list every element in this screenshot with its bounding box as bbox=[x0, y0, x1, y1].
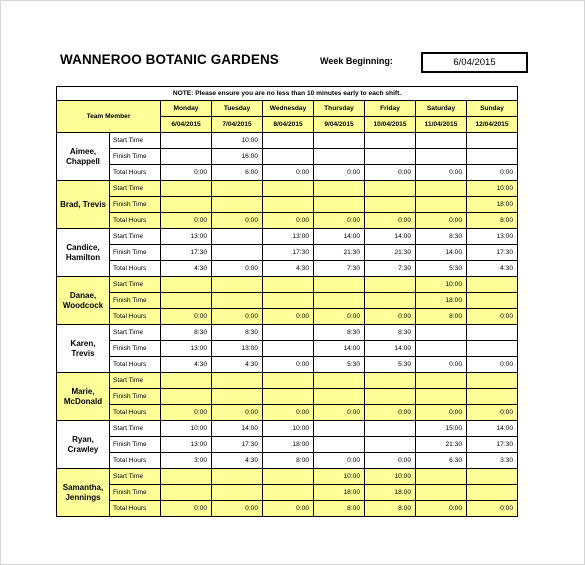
total-hours-cell: 5:30 bbox=[365, 357, 416, 373]
finish-time-cell[interactable]: 18:00 bbox=[416, 293, 467, 309]
row-label: Total Hours bbox=[110, 405, 161, 421]
start-time-cell[interactable]: 13:00 bbox=[263, 229, 314, 245]
member-row bbox=[57, 341, 518, 357]
total-hours-cell: 0:00 bbox=[161, 309, 212, 325]
start-time-cell[interactable] bbox=[365, 421, 416, 437]
row-label: Total Hours bbox=[110, 501, 161, 517]
member-row bbox=[57, 229, 518, 245]
total-hours-cell: 0:00 bbox=[416, 165, 467, 181]
member-row bbox=[57, 501, 518, 517]
member-name: Ryan, Crawley bbox=[57, 421, 110, 469]
total-hours-cell: 3:00 bbox=[161, 453, 212, 469]
finish-time-cell[interactable]: 14:00 bbox=[365, 341, 416, 357]
start-time-cell[interactable]: 10:00 bbox=[161, 421, 212, 437]
start-time-cell[interactable]: 10:00 bbox=[365, 469, 416, 485]
member-name: Brad, Trevis bbox=[57, 181, 110, 229]
shift-note: NOTE: Please ensure you are no less than 10 minutes early to each shift. bbox=[57, 87, 518, 101]
start-time-cell[interactable] bbox=[416, 373, 467, 389]
start-time-cell[interactable]: 13:00 bbox=[467, 229, 518, 245]
total-hours-cell: 0:00 bbox=[365, 405, 416, 421]
roster-table bbox=[56, 86, 518, 517]
finish-time-cell[interactable]: 17:30 bbox=[467, 437, 518, 453]
member-row bbox=[57, 373, 518, 389]
start-time-cell[interactable] bbox=[314, 277, 365, 293]
date-header: 9/04/2015 bbox=[314, 117, 365, 133]
start-time-cell[interactable] bbox=[416, 133, 467, 149]
total-hours-cell: 0:00 bbox=[263, 357, 314, 373]
member-row bbox=[57, 453, 518, 469]
start-time-cell[interactable] bbox=[263, 277, 314, 293]
member-name: Candice, Hamilton bbox=[57, 229, 110, 277]
row-label: Finish Time bbox=[110, 341, 161, 357]
total-hours-cell: 0:00 bbox=[467, 309, 518, 325]
total-hours-cell: 4:30 bbox=[212, 357, 263, 373]
date-header: 10/04/2015 bbox=[365, 117, 416, 133]
finish-time-cell[interactable]: 18:00 bbox=[365, 485, 416, 501]
finish-time-cell[interactable]: 21:30 bbox=[416, 437, 467, 453]
member-row bbox=[57, 309, 518, 325]
total-hours-cell: 0:00 bbox=[161, 213, 212, 229]
start-time-cell[interactable] bbox=[467, 133, 518, 149]
start-time-cell[interactable] bbox=[212, 277, 263, 293]
start-time-cell[interactable] bbox=[212, 229, 263, 245]
row-label: Total Hours bbox=[110, 357, 161, 373]
total-hours-cell: 4:30 bbox=[212, 453, 263, 469]
finish-time-cell[interactable] bbox=[161, 389, 212, 405]
day-header: Sunday bbox=[467, 101, 518, 117]
total-hours-cell: 0:00 bbox=[467, 405, 518, 421]
finish-time-cell[interactable] bbox=[314, 389, 365, 405]
finish-time-cell[interactable] bbox=[212, 293, 263, 309]
total-hours-cell: 0:00 bbox=[161, 501, 212, 517]
day-header: Thursday bbox=[314, 101, 365, 117]
start-time-cell[interactable] bbox=[365, 373, 416, 389]
total-hours-cell: 0:00 bbox=[416, 213, 467, 229]
finish-time-cell[interactable]: 18:00 bbox=[314, 485, 365, 501]
start-time-cell[interactable]: 10:00 bbox=[314, 469, 365, 485]
total-hours-cell: 0:00 bbox=[263, 309, 314, 325]
finish-time-cell[interactable] bbox=[467, 485, 518, 501]
member-row bbox=[57, 197, 518, 213]
finish-time-cell[interactable]: 14:00 bbox=[416, 245, 467, 261]
finish-time-cell[interactable]: 17:30 bbox=[263, 245, 314, 261]
total-hours-cell: 6:00 bbox=[212, 165, 263, 181]
start-time-cell[interactable]: 14:00 bbox=[365, 229, 416, 245]
finish-time-cell[interactable] bbox=[161, 293, 212, 309]
start-time-cell[interactable] bbox=[314, 421, 365, 437]
member-row bbox=[57, 293, 518, 309]
start-time-cell[interactable]: 14:00 bbox=[467, 421, 518, 437]
total-hours-cell: 4:30 bbox=[263, 261, 314, 277]
finish-time-cell[interactable] bbox=[212, 389, 263, 405]
total-hours-cell: 4:30 bbox=[161, 357, 212, 373]
start-time-cell[interactable]: 14:00 bbox=[212, 421, 263, 437]
finish-time-cell[interactable] bbox=[467, 389, 518, 405]
member-row bbox=[57, 213, 518, 229]
start-time-cell[interactable] bbox=[467, 277, 518, 293]
finish-time-cell[interactable]: 13:00 bbox=[161, 341, 212, 357]
start-time-cell[interactable] bbox=[161, 469, 212, 485]
start-time-cell[interactable]: 14:00 bbox=[314, 229, 365, 245]
finish-time-cell[interactable] bbox=[161, 149, 212, 165]
total-hours-cell: 0:00 bbox=[212, 213, 263, 229]
total-hours-cell: 0:00 bbox=[467, 501, 518, 517]
total-hours-cell: 0:00 bbox=[263, 405, 314, 421]
row-label: Start Time bbox=[110, 373, 161, 389]
total-hours-cell: 4:30 bbox=[467, 261, 518, 277]
member-row bbox=[57, 421, 518, 437]
start-time-cell[interactable] bbox=[467, 325, 518, 341]
member-name: Samantha, Jennings bbox=[57, 469, 110, 517]
finish-time-cell[interactable] bbox=[365, 293, 416, 309]
row-label: Total Hours bbox=[110, 453, 161, 469]
total-hours-cell: 7:30 bbox=[314, 261, 365, 277]
start-time-cell[interactable]: 8:30 bbox=[212, 325, 263, 341]
start-time-cell[interactable]: 8:30 bbox=[161, 325, 212, 341]
row-label: Total Hours bbox=[110, 213, 161, 229]
total-hours-cell: 0:00 bbox=[212, 309, 263, 325]
member-row bbox=[57, 357, 518, 373]
finish-time-cell[interactable] bbox=[365, 389, 416, 405]
finish-time-cell[interactable]: 16:00 bbox=[212, 149, 263, 165]
start-time-cell[interactable]: 8:30 bbox=[365, 325, 416, 341]
start-time-cell[interactable] bbox=[416, 181, 467, 197]
start-time-cell[interactable] bbox=[416, 469, 467, 485]
total-hours-cell: 0:00 bbox=[365, 309, 416, 325]
day-header: Wednesday bbox=[263, 101, 314, 117]
start-time-cell[interactable] bbox=[365, 133, 416, 149]
finish-time-cell[interactable]: 13:00 bbox=[161, 437, 212, 453]
finish-time-cell[interactable]: 18:00 bbox=[467, 197, 518, 213]
start-time-cell[interactable]: 8:30 bbox=[416, 229, 467, 245]
finish-time-cell[interactable] bbox=[314, 197, 365, 213]
row-label: Start Time bbox=[110, 469, 161, 485]
start-time-cell[interactable] bbox=[314, 133, 365, 149]
member-row bbox=[57, 165, 518, 181]
total-hours-cell: 0:00 bbox=[161, 405, 212, 421]
member-row bbox=[57, 389, 518, 405]
total-hours-cell: 0:00 bbox=[314, 453, 365, 469]
finish-time-cell[interactable] bbox=[212, 485, 263, 501]
start-time-cell[interactable]: 10:00 bbox=[263, 421, 314, 437]
finish-time-cell[interactable]: 13:00 bbox=[212, 341, 263, 357]
total-hours-cell: 7:30 bbox=[365, 261, 416, 277]
row-label: Finish Time bbox=[110, 245, 161, 261]
total-hours-cell: 0:00 bbox=[314, 309, 365, 325]
member-row bbox=[57, 261, 518, 277]
date-header: 6/04/2015 bbox=[161, 117, 212, 133]
start-time-cell[interactable] bbox=[416, 325, 467, 341]
member-row bbox=[57, 485, 518, 501]
row-label: Finish Time bbox=[110, 293, 161, 309]
total-hours-cell: 0:00 bbox=[365, 453, 416, 469]
row-label: Start Time bbox=[110, 229, 161, 245]
row-label: Finish Time bbox=[110, 485, 161, 501]
member-row bbox=[57, 325, 518, 341]
row-label: Start Time bbox=[110, 181, 161, 197]
finish-time-cell[interactable] bbox=[263, 197, 314, 213]
row-label: Total Hours bbox=[110, 165, 161, 181]
start-time-cell[interactable]: 10:00 bbox=[416, 277, 467, 293]
start-time-cell[interactable] bbox=[161, 133, 212, 149]
finish-time-cell[interactable] bbox=[263, 389, 314, 405]
start-time-cell[interactable] bbox=[161, 277, 212, 293]
start-time-cell[interactable] bbox=[161, 373, 212, 389]
total-hours-cell: 0:00 bbox=[416, 501, 467, 517]
finish-time-cell[interactable] bbox=[263, 149, 314, 165]
day-header: Tuesday bbox=[212, 101, 263, 117]
member-row bbox=[57, 469, 518, 485]
total-hours-cell: 0:00 bbox=[263, 501, 314, 517]
total-hours-cell: 4:30 bbox=[161, 261, 212, 277]
finish-time-cell[interactable] bbox=[416, 197, 467, 213]
row-label: Start Time bbox=[110, 325, 161, 341]
finish-time-cell[interactable]: 14:00 bbox=[314, 341, 365, 357]
start-time-cell[interactable]: 10:00 bbox=[467, 181, 518, 197]
start-time-cell[interactable] bbox=[161, 181, 212, 197]
finish-time-cell[interactable] bbox=[416, 485, 467, 501]
date-header: 11/04/2015 bbox=[416, 117, 467, 133]
start-time-cell[interactable] bbox=[365, 181, 416, 197]
day-header: Friday bbox=[365, 101, 416, 117]
finish-time-cell[interactable] bbox=[467, 293, 518, 309]
start-time-cell[interactable] bbox=[365, 277, 416, 293]
finish-time-cell[interactable]: 18:00 bbox=[263, 437, 314, 453]
finish-time-cell[interactable] bbox=[416, 341, 467, 357]
finish-time-cell[interactable] bbox=[314, 437, 365, 453]
row-label: Finish Time bbox=[110, 389, 161, 405]
start-time-cell[interactable] bbox=[263, 373, 314, 389]
finish-time-cell[interactable] bbox=[212, 197, 263, 213]
date-header: 8/04/2015 bbox=[263, 117, 314, 133]
total-hours-cell: 0:00 bbox=[212, 405, 263, 421]
start-time-cell[interactable] bbox=[263, 325, 314, 341]
week-beginning-field[interactable]: 6/04/2015 bbox=[421, 52, 528, 73]
start-time-cell[interactable] bbox=[212, 469, 263, 485]
start-time-cell[interactable] bbox=[263, 181, 314, 197]
day-header: Saturday bbox=[416, 101, 467, 117]
member-name: Karen, Trevis bbox=[57, 325, 110, 373]
total-hours-cell: 0:00 bbox=[416, 357, 467, 373]
finish-time-cell[interactable]: 21:30 bbox=[314, 245, 365, 261]
week-beginning-label: Week Beginning: bbox=[320, 56, 393, 66]
member-name: Danae, Woodcock bbox=[57, 277, 110, 325]
total-hours-cell: 8:00 bbox=[416, 309, 467, 325]
total-hours-cell: 0:00 bbox=[314, 165, 365, 181]
member-row bbox=[57, 245, 518, 261]
total-hours-cell: 0:00 bbox=[314, 405, 365, 421]
finish-time-cell[interactable] bbox=[365, 437, 416, 453]
total-hours-cell: 0:00 bbox=[212, 501, 263, 517]
finish-time-cell[interactable]: 17:30 bbox=[467, 245, 518, 261]
total-hours-cell: 0:00 bbox=[365, 165, 416, 181]
member-name: Aimee, Chappell bbox=[57, 133, 110, 181]
total-hours-cell: 0:00 bbox=[314, 213, 365, 229]
finish-time-cell[interactable] bbox=[314, 293, 365, 309]
start-time-cell[interactable] bbox=[263, 133, 314, 149]
member-row bbox=[57, 277, 518, 293]
start-time-cell[interactable] bbox=[314, 373, 365, 389]
total-hours-cell: 8:00 bbox=[467, 213, 518, 229]
total-hours-cell: 6:30 bbox=[416, 453, 467, 469]
finish-time-cell[interactable]: 17:30 bbox=[212, 437, 263, 453]
row-label: Total Hours bbox=[110, 309, 161, 325]
finish-time-cell[interactable] bbox=[467, 149, 518, 165]
total-hours-cell: 8:00 bbox=[263, 453, 314, 469]
finish-time-cell[interactable] bbox=[365, 197, 416, 213]
start-time-cell[interactable]: 15:00 bbox=[416, 421, 467, 437]
start-time-cell[interactable] bbox=[212, 373, 263, 389]
total-hours-cell: 8:00 bbox=[314, 501, 365, 517]
member-name: Marie, McDonald bbox=[57, 373, 110, 421]
row-label: Finish Time bbox=[110, 149, 161, 165]
day-header: Monday bbox=[161, 101, 212, 117]
total-hours-cell: 0:00 bbox=[263, 213, 314, 229]
start-time-cell[interactable] bbox=[467, 469, 518, 485]
row-label: Finish Time bbox=[110, 197, 161, 213]
page-title: WANNEROO BOTANIC GARDENS bbox=[60, 52, 279, 67]
member-row bbox=[57, 149, 518, 165]
finish-time-cell[interactable]: 17:30 bbox=[161, 245, 212, 261]
row-label: Finish Time bbox=[110, 437, 161, 453]
total-hours-cell: 5:30 bbox=[416, 261, 467, 277]
total-hours-cell: 0:00 bbox=[467, 165, 518, 181]
finish-time-cell[interactable] bbox=[416, 389, 467, 405]
start-time-cell[interactable]: 10:00 bbox=[212, 133, 263, 149]
member-row bbox=[57, 437, 518, 453]
row-label: Total Hours bbox=[110, 261, 161, 277]
row-label: Start Time bbox=[110, 133, 161, 149]
start-time-cell[interactable]: 13:00 bbox=[161, 229, 212, 245]
total-hours-cell: 0:00 bbox=[365, 213, 416, 229]
finish-time-cell[interactable] bbox=[161, 197, 212, 213]
start-time-cell[interactable] bbox=[263, 469, 314, 485]
total-hours-cell: 0:00 bbox=[263, 165, 314, 181]
total-hours-cell: 8:00 bbox=[365, 501, 416, 517]
finish-time-cell[interactable] bbox=[365, 149, 416, 165]
finish-time-cell[interactable] bbox=[263, 341, 314, 357]
total-hours-cell: 0:00 bbox=[161, 165, 212, 181]
finish-time-cell[interactable] bbox=[161, 485, 212, 501]
start-time-cell[interactable] bbox=[467, 373, 518, 389]
total-hours-cell: 3:30 bbox=[467, 453, 518, 469]
finish-time-cell[interactable] bbox=[212, 245, 263, 261]
finish-time-cell[interactable] bbox=[263, 293, 314, 309]
row-label: Start Time bbox=[110, 277, 161, 293]
date-header: 7/04/2015 bbox=[212, 117, 263, 133]
total-hours-cell: 5:30 bbox=[314, 357, 365, 373]
finish-time-cell[interactable] bbox=[314, 149, 365, 165]
start-time-cell[interactable]: 8:30 bbox=[314, 325, 365, 341]
start-time-cell[interactable] bbox=[212, 181, 263, 197]
total-hours-cell: 0:00 bbox=[467, 357, 518, 373]
date-header: 12/04/2015 bbox=[467, 117, 518, 133]
member-row bbox=[57, 181, 518, 197]
finish-time-cell[interactable] bbox=[263, 485, 314, 501]
finish-time-cell[interactable] bbox=[416, 149, 467, 165]
total-hours-cell: 0:00 bbox=[416, 405, 467, 421]
finish-time-cell[interactable]: 21:30 bbox=[365, 245, 416, 261]
team-member-header: Team Member bbox=[57, 101, 161, 133]
start-time-cell[interactable] bbox=[314, 181, 365, 197]
total-hours-cell: 0:00 bbox=[212, 261, 263, 277]
member-row bbox=[57, 405, 518, 421]
row-label: Start Time bbox=[110, 421, 161, 437]
member-row bbox=[57, 133, 518, 149]
finish-time-cell[interactable] bbox=[467, 341, 518, 357]
